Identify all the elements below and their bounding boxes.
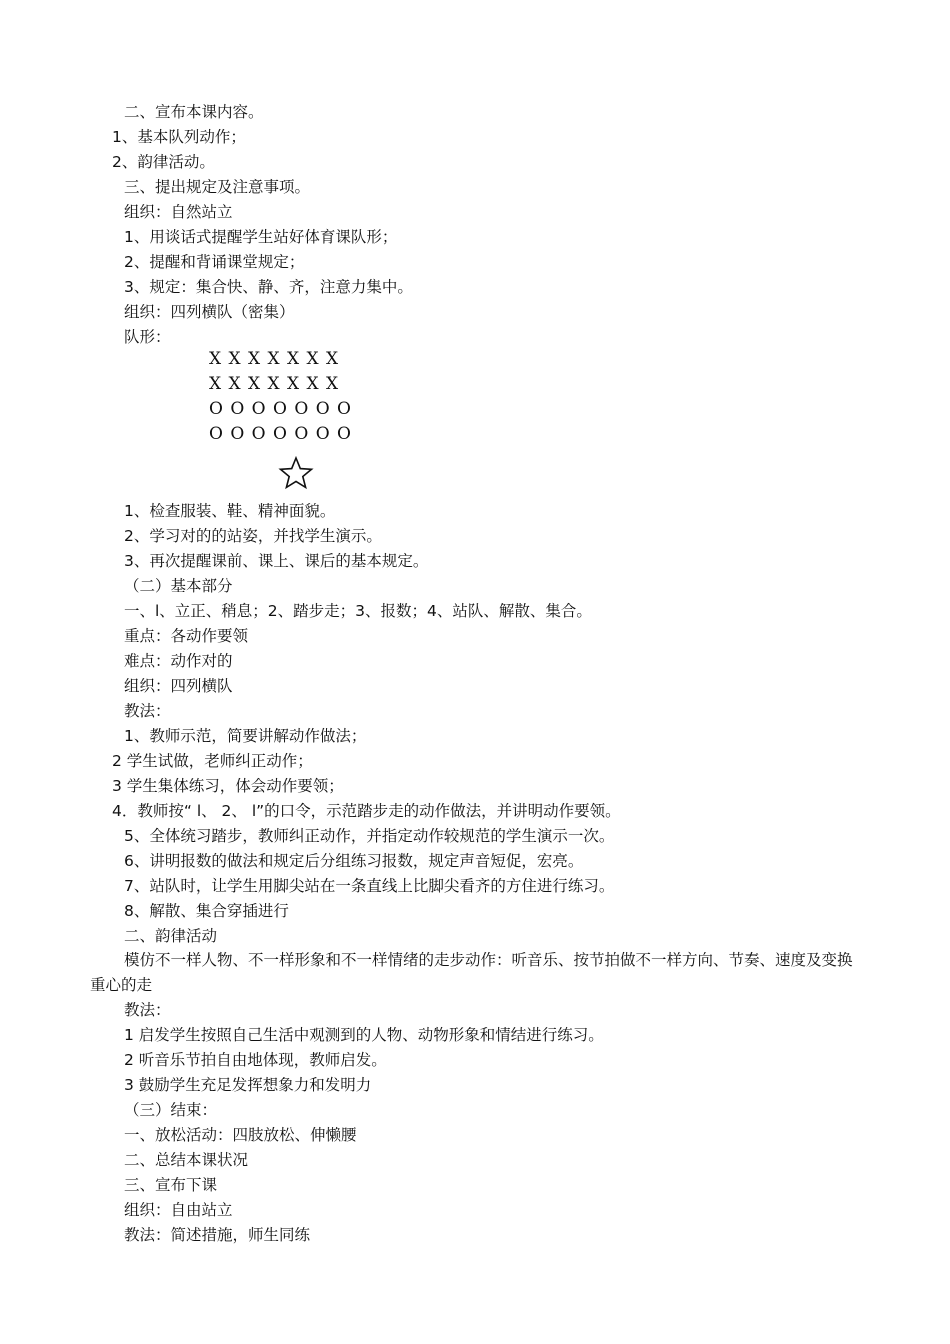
text-line: 2、学习对的的站姿，并找学生演示。	[124, 527, 382, 545]
text-line: 6、讲明报数的做法和规定后分组练习报数，规定声音短促，宏亮。	[124, 852, 584, 870]
text-line: 难点：动作对的	[124, 652, 233, 670]
text-line: 2 学生试做，老师纠正动作；	[112, 752, 313, 770]
text-line: 2、提醒和背诵课堂规定；	[124, 253, 305, 271]
text-line: 一、l、立正、稍息；2、踏步走；3、报数；4、站队、解散、集合。	[124, 602, 592, 620]
formation-row: X X X X X X X	[209, 374, 340, 394]
section-heading: （三）结束：	[124, 1101, 218, 1119]
text-line: 教法：	[124, 1001, 171, 1019]
text-line: 3 学生集体练习，体会动作要领；	[112, 777, 344, 795]
text-line: 队形：	[124, 328, 171, 346]
text-line: 1、基本队列动作；	[112, 128, 246, 146]
paragraph: 模仿不一样人物、不一样形象和不一样情绪的走步动作：听音乐、按节拍做不一样方向、节奏、速度及变换重心的走	[90, 951, 853, 994]
text-line: 7、站队时，让学生用脚尖站在一条直线上比脚尖看齐的方住进行练习。	[124, 877, 615, 895]
text-line: 1、检查服装、鞋、精神面貌。	[124, 502, 336, 520]
section-heading: （二）基本部分	[124, 577, 233, 595]
star-icon	[278, 456, 314, 490]
text-line: 1、用谈话式提醒学生站好体育课队形；	[124, 228, 398, 246]
text-line: 组织：自然站立	[124, 203, 233, 221]
text-line: 二、宣布本课内容。	[124, 103, 264, 121]
text-line: 二、总结本课状况	[124, 1151, 249, 1169]
text-line: 组织：四列横队	[124, 677, 233, 695]
formation-row: X X X X X X X	[209, 349, 340, 369]
text-line: 组织：四列横队（密集）	[124, 303, 295, 321]
text-line: 8、解散、集合穿插进行	[124, 902, 289, 920]
text-line: 5、全体统习踏步，教师纠正动作，并指定动作较规范的学生演示一次。	[124, 827, 615, 845]
text-line: 三、宣布下课	[124, 1176, 218, 1194]
text-line: 1 启发学生按照自己生活中观测到的人物、动物形象和情结进行练习。	[124, 1026, 604, 1044]
text-line: 2 听音乐节拍自由地体现，教师启发。	[124, 1051, 387, 1069]
text-line: 教法：	[124, 702, 171, 720]
section-heading: 二、韵律活动	[124, 927, 218, 945]
text-line: 3、规定：集合快、静、齐，注意力集中。	[124, 278, 413, 296]
text-line: 4．教师按“ l、 2、 l”的口令，示范踏步走的动作做法，并讲明动作要领。	[112, 802, 621, 820]
text-line: 重点：各动作要领	[124, 627, 249, 645]
formation-row: O O O O O O O	[209, 399, 352, 419]
text-line: 教法：简述措施，师生同练	[124, 1226, 311, 1244]
text-line: 3、再次提醒课前、课上、课后的基本规定。	[124, 552, 429, 570]
formation-row: O O O O O O O	[209, 424, 352, 444]
text-line: 1、教师示范，简要讲解动作做法；	[124, 727, 367, 745]
text-line: 3 鼓励学生充足发挥想象力和发明力	[124, 1076, 372, 1094]
text-line: 组织：自由站立	[124, 1201, 233, 1219]
text-line: 一、放松活动：四肢放松、伸懒腰	[124, 1126, 357, 1144]
text-line: 三、提出规定及注意事项。	[124, 178, 311, 196]
text-line: 2、韵律活动。	[112, 153, 215, 171]
